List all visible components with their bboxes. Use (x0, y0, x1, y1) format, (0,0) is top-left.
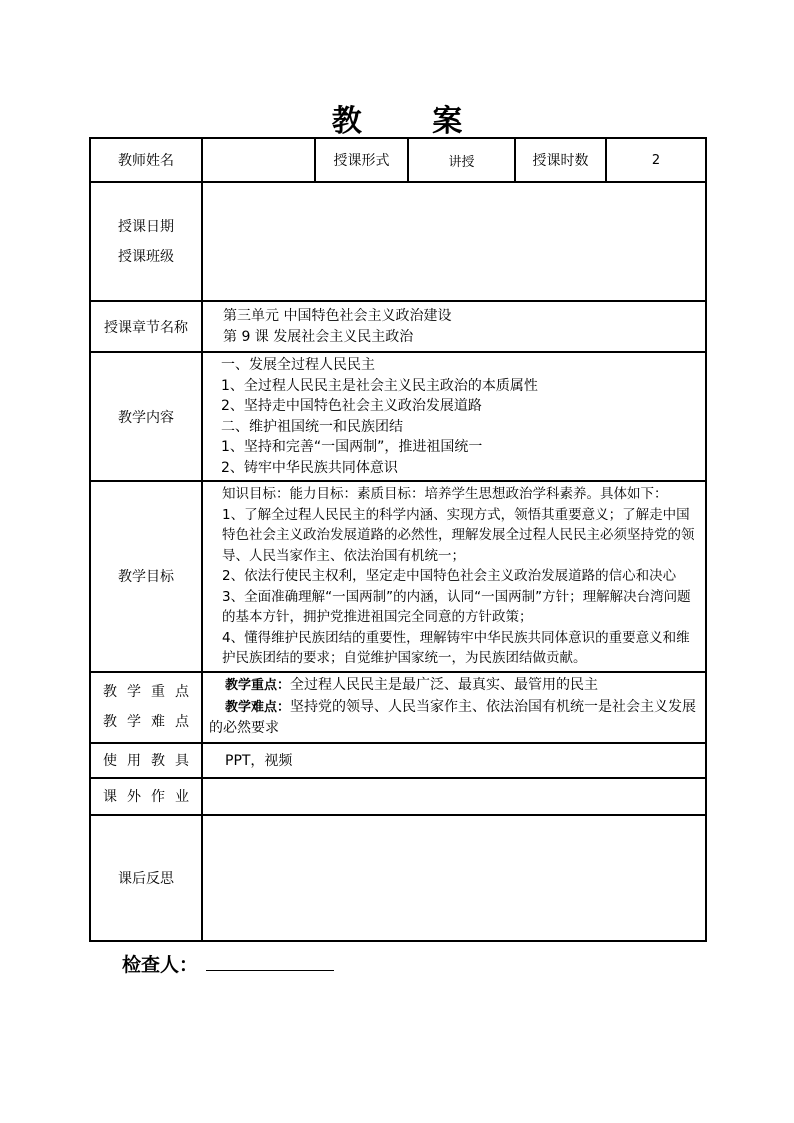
chapter-unit: 第三单元 中国特色社会主义政治建设 (223, 308, 452, 324)
lesson-hours-value[interactable]: 2 (606, 138, 706, 182)
lesson-form-value[interactable]: 讲授 (408, 138, 515, 182)
goals-paragraph: 3、全面准确理解“一国两制”的内涵，认同“一国两制”方针；理解解决台湾问题的基本方针，拥护党推进祖国完全同意的方针政策； (222, 588, 691, 625)
tools-row (90, 743, 706, 778)
homework-label: 课外作业 (90, 778, 202, 815)
date-class-label (90, 182, 202, 301)
content-line: 2、坚持走中国特色社会主义政治发展道路 (221, 398, 482, 414)
lesson-date-label: 授课日期 (118, 218, 174, 235)
homework-field[interactable] (202, 778, 706, 815)
lesson-class-label: 授课班级 (118, 248, 174, 265)
goals-label: 教学目标 (90, 481, 202, 672)
lesson-plan-table (89, 137, 707, 942)
homework-row (90, 778, 706, 815)
page-title: 教 案 (331, 104, 493, 139)
content-line: 二、维护祖国统一和民族团结 (221, 418, 403, 435)
checker-label: 检查人： (122, 954, 199, 976)
goals-paragraph: 4、懂得维护民族团结的重要性，理解铸牢中华民族共同体意识的重要意义和维护民族团结的要求；自觉维护国家统一，为民族团结做贡献。 (222, 629, 690, 666)
key-point-text: 全过程人民民主是最广泛、最真实、最管用的民主 (290, 677, 599, 694)
teacher-name-field[interactable] (202, 138, 315, 182)
key-points-row (90, 672, 706, 743)
reflection-field[interactable] (202, 815, 706, 941)
lesson-form-label: 授课形式 (315, 138, 408, 182)
goals-row (90, 481, 706, 672)
content-line: 1、坚持和完善“一国两制”，推进祖国统一 (221, 439, 483, 455)
key-points-field[interactable] (202, 672, 706, 743)
content-label: 教学内容 (90, 352, 202, 481)
date-class-row (90, 182, 706, 301)
chapter-label: 授课章节名称 (90, 301, 202, 352)
content-field[interactable] (202, 352, 706, 481)
content-line: 1、全过程人民民主是社会主义民主政治的本质属性 (221, 377, 538, 394)
chapter-row (90, 301, 706, 352)
goals-paragraph: 1、了解全过程人民民主的科学内涵、实现方式，领悟其重要意义；了解走中国特色社会主义政治发展道路的必然性，理解发展全过程人民民主必须坚持党的领导、人民当家作主、依法治国有机统一； (222, 506, 695, 564)
tools-field[interactable]: PPT，视频 (202, 743, 706, 778)
key-points-label (90, 672, 202, 743)
chapter-field[interactable] (202, 301, 706, 352)
difficult-point-text: 坚持党的领导、人民当家作主、依法治国有机统一是社会主义发展的必然要求 (209, 698, 697, 737)
reflection-label: 课后反思 (90, 815, 202, 941)
teacher-name-label: 教师姓名 (90, 138, 202, 182)
tools-label: 使用教具 (90, 743, 202, 778)
chapter-lesson: 第 9 课 发展社会主义民主政治 (223, 328, 414, 345)
content-row (90, 352, 706, 481)
content-line: 2、铸牢中华民族共同体意识 (221, 459, 398, 476)
date-class-field[interactable] (202, 182, 706, 301)
lesson-hours-label: 授课时数 (515, 138, 606, 182)
difficult-point-prefix: 教学难点： (225, 699, 291, 715)
key-point-prefix: 教学重点： (225, 678, 291, 694)
goals-field[interactable] (202, 481, 706, 672)
goals-paragraph: 知识目标：能力目标：素质目标：培养学生思想政治学科素养。具体如下： (222, 486, 668, 502)
difficult-point-label: 教学难点 (103, 714, 199, 730)
goals-paragraph: 2、依法行使民主权利，坚定走中国特色社会主义政治发展道路的信心和决心 (222, 568, 677, 584)
checker-signature-line[interactable] (206, 970, 334, 971)
header-row (90, 138, 706, 182)
reflection-row (90, 815, 706, 941)
content-line: 一、发展全过程人民民主 (221, 357, 375, 373)
key-point-label: 教学重点 (103, 684, 199, 700)
